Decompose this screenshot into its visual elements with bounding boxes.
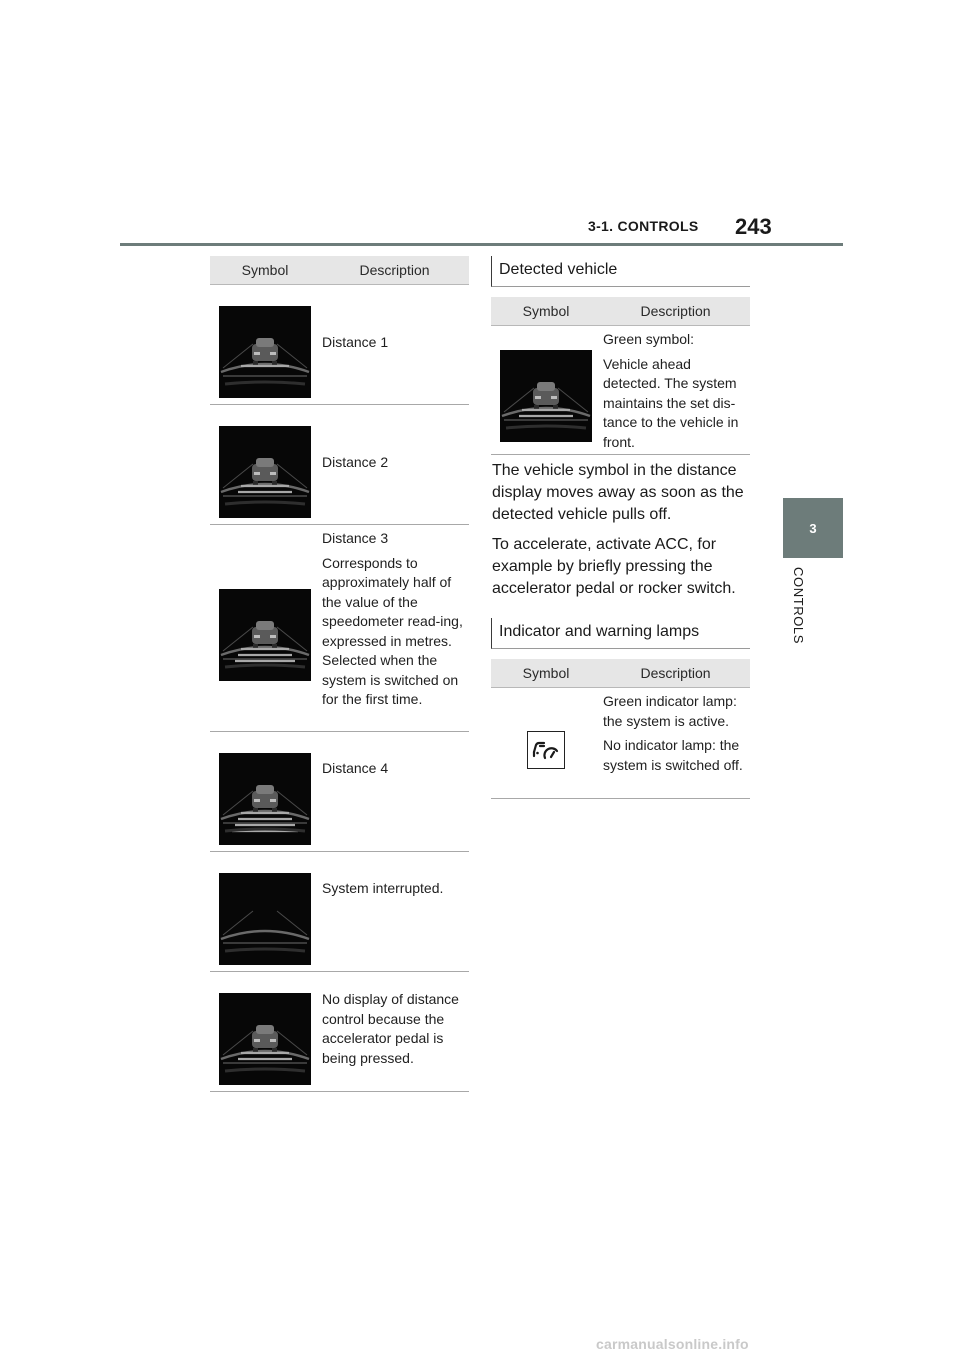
table-row — [210, 972, 469, 1092]
page-number: 243 — [735, 214, 772, 239]
chapter-tab[interactable] — [783, 498, 843, 558]
section-title: 3-1. CONTROLS — [588, 218, 699, 234]
row-description — [322, 529, 465, 715]
description-line: Distance 3 — [322, 530, 389, 546]
description-line: System interrupted. — [322, 880, 444, 896]
paragraph: The vehicle symbol in the distance display moves away as soon as the detected vehicle pulls off. — [492, 462, 744, 523]
description-line: Green indicator lamp: the system is active. — [603, 693, 737, 729]
detected-vehicle-table — [491, 297, 750, 455]
distance-2-icon — [219, 426, 311, 518]
symbol-column-header: Symbol — [522, 303, 570, 319]
detected-vehicle-section — [491, 256, 750, 287]
row-description — [322, 759, 465, 784]
table-row — [210, 285, 469, 405]
description-line: Green symbol: — [603, 331, 695, 347]
row-description — [603, 330, 746, 457]
description-line: Distance 1 — [322, 334, 389, 350]
header-rule — [120, 243, 843, 246]
table-row — [210, 732, 469, 852]
table-row — [491, 688, 750, 799]
chapter-side-label — [788, 567, 808, 657]
table-row — [210, 852, 469, 972]
description-line: Vehicle ahead detected. The system maintains the set dis-tance to the vehicle in front. — [603, 355, 739, 450]
no-distance-display-icon — [219, 993, 311, 1085]
symbol-column-header: Symbol — [241, 262, 289, 278]
body-text — [492, 460, 752, 608]
distance-symbols-table — [210, 256, 469, 1092]
indicator-lamps-section — [491, 618, 750, 649]
system-interrupted-icon — [219, 873, 311, 965]
row-description — [322, 333, 465, 358]
distance-3-icon — [219, 589, 311, 681]
table-header — [491, 659, 750, 688]
description-line: No display of distance control because the accelerator pedal is being pressed. — [322, 991, 459, 1066]
description-line: No indicator lamp: the system is switched off. — [603, 737, 743, 773]
indicator-lamps-heading: Indicator and warning lamps — [491, 618, 750, 649]
row-description — [603, 692, 746, 780]
description-column-header: Description — [359, 262, 430, 278]
table-header — [210, 256, 469, 285]
table-row — [491, 326, 750, 455]
distance-1-icon — [219, 306, 311, 398]
symbol-column-header: Symbol — [522, 665, 570, 681]
table-row — [210, 405, 469, 525]
acc-indicator-lamp-icon — [527, 731, 565, 769]
description-line: Corresponds to approximately half of the value of the speedometer read-ing, expressed in metres. Selected when the system is switched on for the first time. — [322, 554, 463, 707]
description-line: Distance 2 — [322, 454, 389, 470]
table-row — [210, 525, 469, 732]
description-column-header: Description — [640, 303, 711, 319]
row-description — [322, 453, 465, 478]
row-description — [322, 990, 465, 1073]
footer-watermark[interactable]: carmanualsonline.info — [596, 1336, 749, 1352]
row-description — [322, 879, 465, 904]
description-line: Distance 4 — [322, 760, 389, 776]
indicator-lamps-table — [491, 659, 750, 799]
distance-4-icon — [219, 753, 311, 845]
chapter-number: 3 — [809, 520, 817, 536]
table-header — [491, 297, 750, 326]
detected-vehicle-heading: Detected vehicle — [491, 256, 750, 287]
vehicle-detected-icon — [500, 350, 592, 442]
description-column-header: Description — [640, 665, 711, 681]
paragraph: To accelerate, activate ACC, for example by briefly pressing the accelerator pedal or rocker switch. — [492, 536, 736, 597]
chapter-label: CONTROLS — [791, 567, 806, 645]
